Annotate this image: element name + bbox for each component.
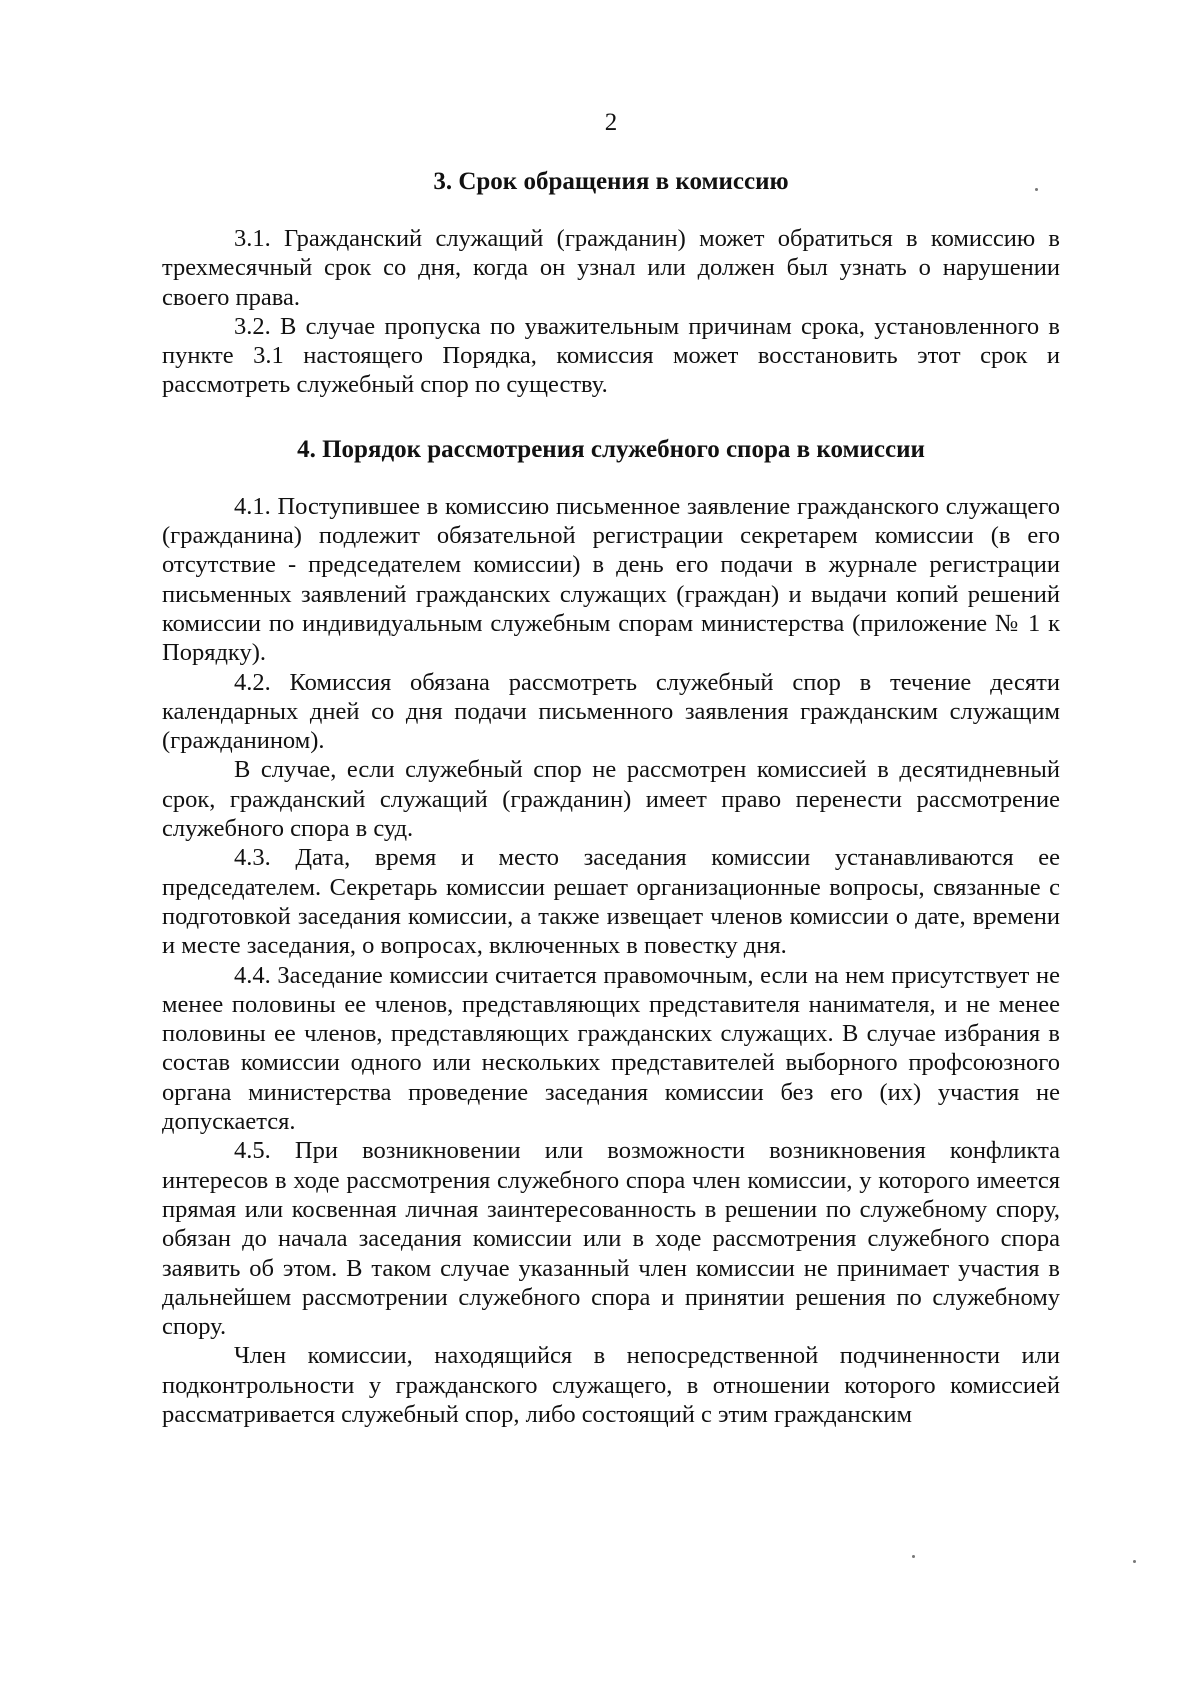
page-number: 2: [604, 109, 618, 136]
paragraph-4-4: 4.4. Заседание комиссии считается правомочным, если на нем присутствует не менее половины ее членов, представляющих представителя нанимателя, и не менее половины ее членов, представляющих гражданских служащих. В случае избрания в состав комиссии одного или нескольких представителей выборного профсоюзного органа министерства проведение заседания комиссии без его (их) участия не допускается.: [162, 961, 1060, 1136]
scan-speck: [1035, 188, 1038, 191]
page-content: [162, 108, 1060, 1429]
scan-speck: [912, 1555, 915, 1558]
paragraph-4-5-continuation: Член комиссии, находящийся в непосредственной подчиненности или подконтрольности у гражданского служащего, в отношении которого комиссией рассматривается служебный спор, либо состоящий с этим гражданским: [162, 1342, 1060, 1428]
section-title-4: 4. Порядок рассмотрения служебного спора в комиссии: [297, 435, 925, 463]
paragraph-4-3: 4.3. Дата, время и место заседания комиссии устанавливаются ее председателем. Секретарь комиссии решает организационные вопросы, связанные с подготовкой заседания комиссии, а также извещает членов комиссии о дате, времени и месте заседания, о вопросах, включенных в повестку дня.: [162, 844, 1060, 960]
paragraph-4-5: 4.5. При возникновении или возможности возникновения конфликта интересов в ходе рассмотрения служебного спора член комиссии, у которого имеется прямая или косвенная личная заинтересованность в решении по служебному спору, обязан до начала заседания комиссии или в ходе рассмотрения служебного спора заявить об этом. В таком случае указанный член комиссии не принимает участия в дальнейшем рассмотрении служебного спора и принятии решения по служебному спору.: [162, 1137, 1060, 1341]
paragraph-3-2: 3.2. В случае пропуска по уважительным причинам срока, установленного в пункте 3.1 настоящего Порядка, комиссия может восстановить этот срок и рассмотреть служебный спор по существу.: [162, 312, 1060, 399]
section-title-3: 3. Срок обращения в комиссию: [433, 168, 789, 195]
paragraph-3-1: 3.1. Гражданский служащий (гражданин) может обратиться в комиссию в трехмесячный срок со дня, когда он узнал или должен был узнать о нарушении своего права.: [162, 225, 1060, 311]
paragraph-4-2-continuation: В случае, если служебный спор не рассмотрен комиссией в десятидневный срок, гражданский служащий (гражданин) имеет право перенести рассмотрение служебного спора в суд.: [162, 756, 1060, 843]
paragraph-4-2: 4.2. Комиссия обязана рассмотреть служебный спор в течение десяти календарных дней со дня подачи письменного заявления гражданским служащим (гражданином).: [162, 668, 1060, 755]
paragraph-4-1: 4.1. Поступившее в комиссию письменное заявление гражданского служащего (гражданина) подлежит обязательной регистрации секретарем комиссии (в его отсутствие - председателем комиссии) в день его подачи в журнале регистрации письменных заявлений гражданских служащих (граждан) и выдачи копий решений комиссии по индивидуальным служебным спорам министерства (приложение № 1 к Порядку).: [162, 492, 1060, 667]
scan-speck: [1133, 1560, 1136, 1563]
